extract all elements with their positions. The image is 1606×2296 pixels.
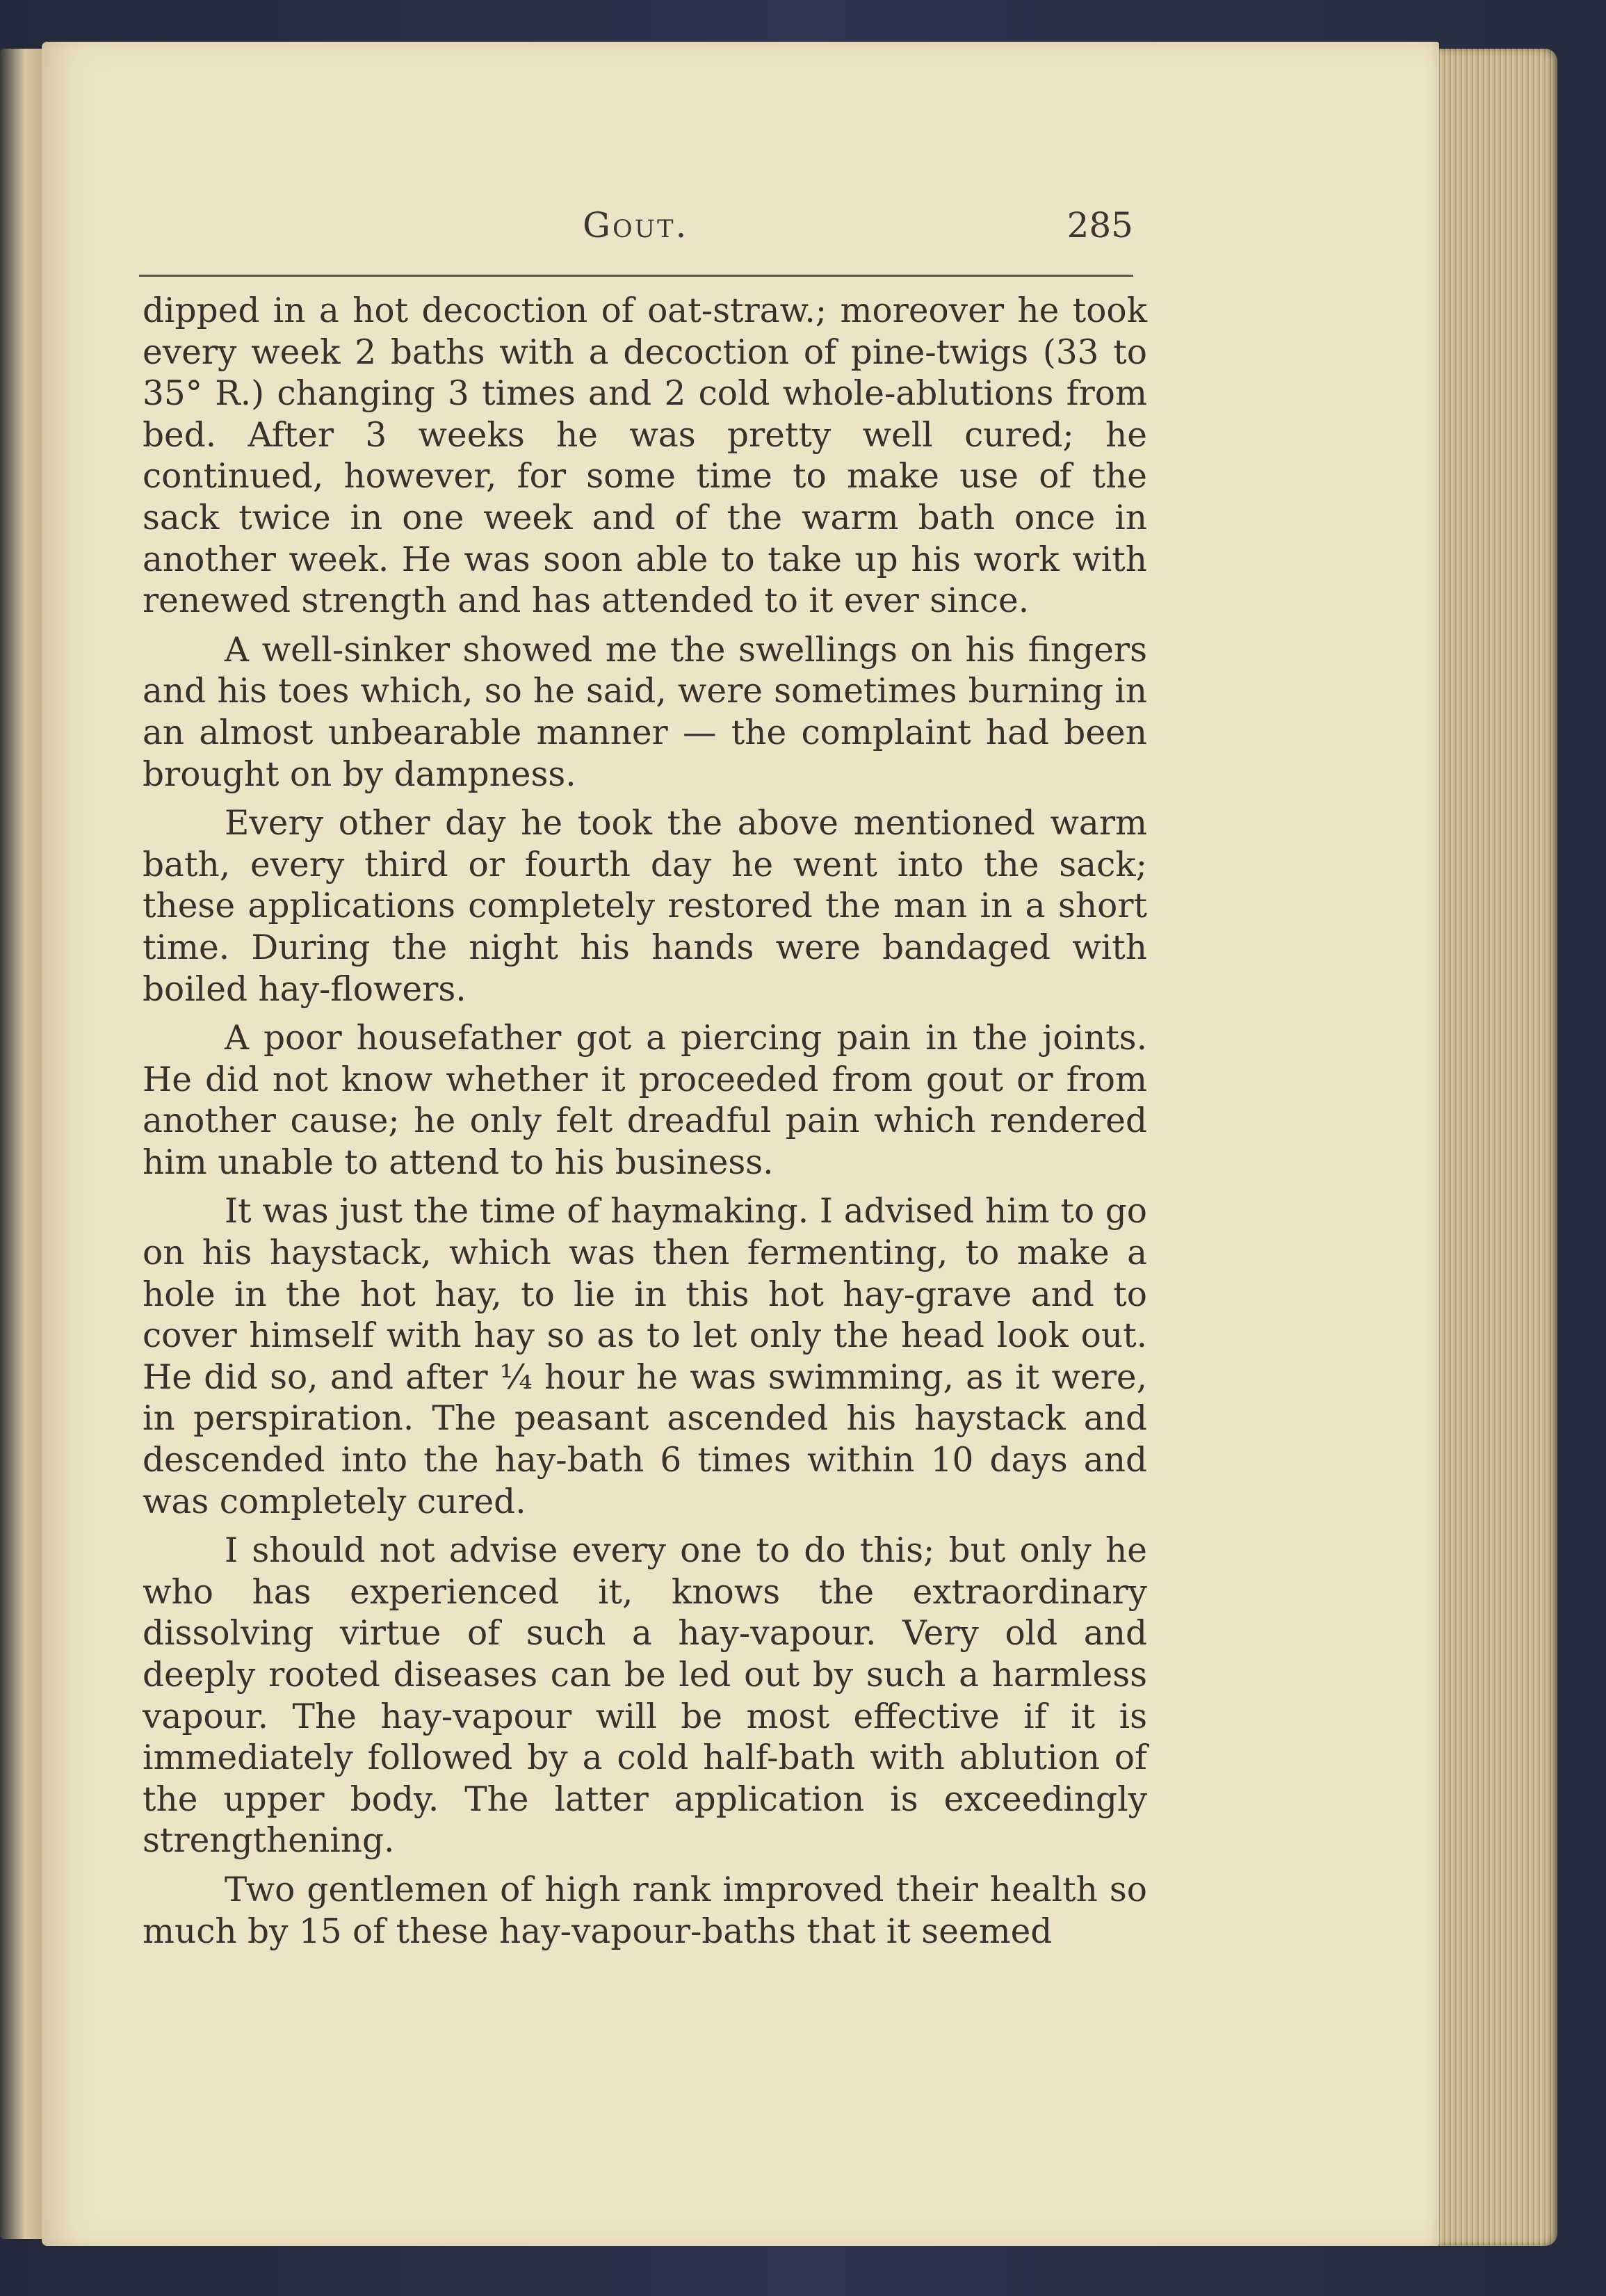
paragraph: A well-sinker showed me the swellings on his fingers and his toes which, so he said, were sometimes burning in an almost unbearable manner — the complaint had been brought on by dampness. [143,630,1147,794]
page-edges [1425,49,1557,2246]
paragraph: Every other day he took the above mentioned warm bath, every third or fourth day he went into the sack; these applications completely restored the man in a short time. During the night his hands were bandaged with boiled hay-flowers. [143,804,1147,1009]
paragraph: It was just the time of haymaking. I advised him to go on his haystack, which was then fermenting, to make a hole in the hot hay, to lie in this hot hay-grave and to cover himself with hay so as to let only the head look out. He did so, and after ¼ hour he was swimming, as it were, in perspiration. The peasant ascended his haystack and descended into the hay-bath 6 times within 10 days and was completely cured. [143,1192,1147,1521]
body-text [143,291,1147,1960]
page-number: 285 [1066,205,1133,245]
running-title: Gout. [583,205,689,245]
previous-page-edge [0,49,42,2239]
paragraph: dipped in a hot decoction of oat-straw.; moreover he took every week 2 baths with a decoction of pine-twigs (33 to 35° R.) changing 3 times and 2 cold whole-ablutions from bed. After 3 weeks he was pretty well cured; he continued, however, for some time to make use of the sack twice in one week and of the warm bath once in another week. He was soon able to take up his work with renewed strength and has attended to it ever since. [143,291,1147,621]
page-header [139,205,1133,277]
paragraph: I should not advise every one to do this; but only he who has experienced it, knows the extraordinary dissolving virtue of such a hay-vapour. Very old and deeply rooted diseases can be led out by such a harmless vapour. The hay-vapour will be most effective if it is immediately followed by a cold half-bath with ablution of the upper body. The latter application is exceedingly strengthening. [143,1531,1147,1861]
paragraph: A poor housefather got a piercing pain in the joints. He did not know whether it proceeded from gout or from another cause; he only felt dreadful pain which rendered him unable to attend to his business. [143,1019,1147,1182]
paragraph: Two gentlemen of high rank improved their health so much by 15 of these hay-vapour-baths that it seemed [143,1870,1147,1951]
